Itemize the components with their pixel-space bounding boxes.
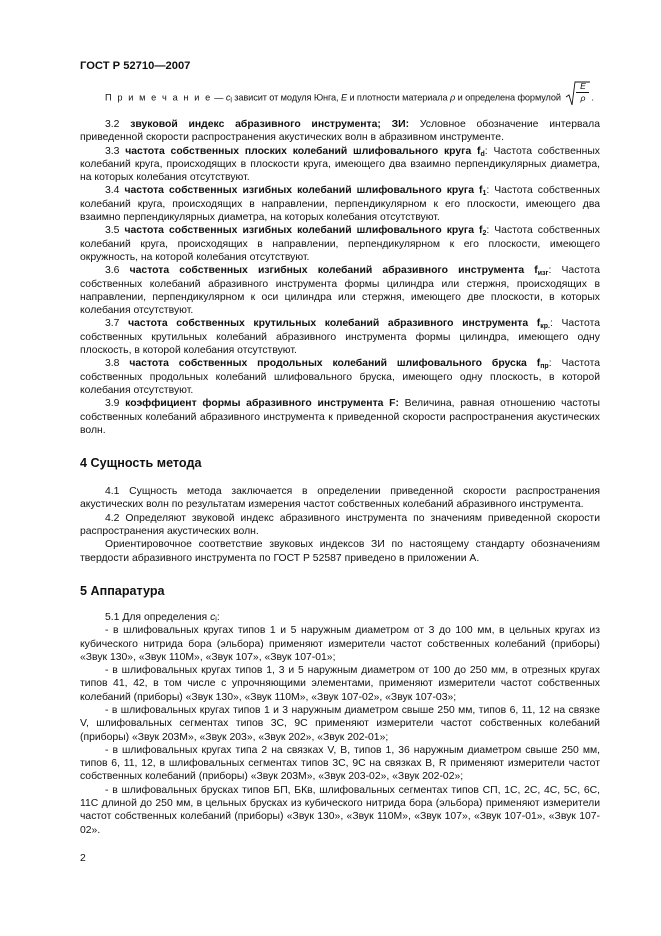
paragraph: 4.1 Сущность метода заключается в определении приведенной скорости распространения акустических волн по результатам измерения частот собственных колебаний абразивного инструмента. (80, 486, 600, 511)
definition-3-7 (80, 317, 600, 357)
list-item: - в шлифовальных кругах типов 1, 3 и 5 наружным диаметром от 100 до 250 мм, в отрезных кругах типов 41, 42, в том числе с упрочняющими элементами, применяют измерители частот собственных колебаний (приборы) «Звук 130», «Звук 110М», «Звук 107-02», «Звук 107-03»; (80, 665, 600, 703)
intro-var: c (210, 611, 216, 623)
intro-text: 5.1 Для определения (105, 611, 211, 623)
definition-number: 3.9 (105, 398, 120, 410)
definition-term: частота собственных продольных колебаний шлифовального бруска f (129, 358, 541, 370)
note-var-cl: c (225, 92, 231, 103)
note-var-rho: ρ (449, 92, 456, 103)
definition-number: 3.6 (105, 265, 120, 277)
paragraph: Ориентировочное соответствие звуковых индексов ЗИ по настоящему стандарту обозначениям твердости абразивного инструмента по ГОСТ Р 52587 приведено в приложении А. (80, 539, 600, 564)
list-item: - в шлифовальных кругах типов 1 и 3 наружным диаметром свыше 250 мм, типов 6, 11, 12 на связке V, шлифовальных сегментах типов 3С, 9С применяют измерители частот собственных колебаний (приборы) «Звук 203М», «Звук 203», «Звук 202», «Звук 202-01»; (80, 704, 600, 743)
note-var-e: E (340, 92, 347, 103)
section-3-definitions (80, 118, 600, 437)
note-text: зависит от модуля Юнга, (231, 92, 341, 103)
definition-3-4 (80, 184, 600, 224)
paragraph: 4.2 Определяют звуковой индекс абразивного инструмента по значениям приведенной скорости распространения акустических волн. (80, 512, 600, 538)
definition-term-sub: кр. (540, 323, 550, 331)
definition-number: 3.2 (105, 119, 120, 130)
note-text: — (211, 92, 226, 103)
list-item: - в шлифовальных брусках типов БП, БКв, шлифовальных сегментах типов СП, 1С, 2С, 4С, 5С, 6С, 11С длиной до 250 мм, в цельных брусках из кубического нитрида бора (эльбора) применяют измерители частот собственных колебаний (приборы) «Звук 130», «Звук 110М», «Звук 107», «Звук 107-01», «Звук 107-02». (80, 784, 600, 836)
definition-number: 3.5 (105, 225, 120, 237)
list-item: - в шлифовальных кругах типов 1 и 5 наружным диаметром от 3 до 100 мм, в цельных кругах из кубического нитрида бора (эльбора) применяют измерители частот собственных колебаний (приборы) «Звук 130», «Звук 110М», «Звук 107», «Звук 107-01»; (80, 625, 600, 663)
section-5-title: 5 Аппаратура (80, 583, 165, 598)
definition-3-9 (80, 397, 600, 437)
list-item: - в шлифовальных кругах типа 2 на связках V, B, типов 1, 36 наружным диаметром свыше 250 мм, типов 6, 11, 12, в шлифовальных сегментах типов 3С, 9С на связках B, R применяют измерители частот собственных колебаний (приборы) «Звук 203М», «Звук 203-02», «Звук 202-02»; (80, 744, 600, 783)
sqrt-formula (565, 81, 594, 107)
definition-term-sub: 2 (482, 230, 487, 238)
definition-term: частота собственных крутильных колебаний абразивного инструмента f (128, 318, 541, 330)
definition-term-sub: изг (537, 270, 549, 278)
note (80, 81, 600, 107)
definition-3-2 (80, 118, 600, 145)
definition-term: частота собственных изгибных колебаний шлифовального круга f (124, 225, 483, 237)
formula-fraction (576, 81, 589, 104)
note-var-cl-sub: l (230, 97, 232, 105)
note-text: и определена формулой (455, 92, 564, 103)
note-text: и плотности материала (347, 92, 450, 103)
page-content (80, 81, 600, 837)
definition-3-8 (80, 357, 600, 397)
definition-term: частота собственных изгибных колебаний абразивного инструмента f (129, 265, 538, 277)
definition-3-5 (80, 224, 600, 264)
definition-term: частота собственных плоских колебаний шлифовального круга f (125, 145, 481, 157)
note-label: П р и м е ч а н и е (105, 92, 212, 103)
definition-number: 3.8 (105, 358, 120, 370)
definition-text: : Частота собственных колебаний круга, происходящих в плоскости круга, имеющего два взаимно перпендикулярных диаметра, на которых колебания отсутствуют. (80, 145, 600, 184)
definition-number: 3.3 (105, 145, 120, 157)
document-code: ГОСТ Р 52710—2007 (80, 60, 191, 72)
definition-text: : Частота собственных крутильных колебаний абразивного инструмента формы цилиндра, имеющего одну плоскость, в которой колебания отсутствуют. (80, 318, 600, 357)
definition-term-sub: пр (540, 363, 549, 371)
formula-numerator: E (580, 81, 586, 91)
definition-term-sub: d (480, 150, 485, 158)
definition-term-sub: 1 (482, 190, 487, 198)
intro-var-sub: l (215, 616, 217, 624)
definition-3-3 (80, 145, 600, 185)
definition-text: Условное обозначение интервала приведенной скорости распространения акустических волн в абразивном инструменте. (80, 119, 600, 144)
definition-number: 3.4 (105, 185, 120, 197)
definition-text: : Частота собственных колебаний круга, происходящих в направлении, перпендикулярном к его плоскости, имеющего окружность, на которой колебания отсутствуют. (80, 225, 600, 263)
note-text: . (591, 92, 594, 103)
definition-term: звуковой индекс абразивного инструмента; ЗИ: (130, 119, 410, 130)
definition-text: : Частота собственных колебаний абразивного инструмента формы цилиндра или стержня, происходящих в направлении, перпендикулярном к оси цилиндра или стержня, имеющего две плоскости, в которых колебания отсутствуют. (80, 265, 600, 317)
definition-term: частота собственных изгибных колебаний шлифовального круга f (124, 185, 483, 197)
definition-3-6 (80, 264, 600, 317)
definition-number: 3.7 (105, 318, 120, 330)
definition-text: : Частота собственных колебаний круга, происходящих в направлении, перпендикулярном к его плоскости, имеющего два взаимно перпендикулярных диаметра, на которых колебания отсутствуют. (80, 185, 600, 224)
definition-text: : Частота собственных продольных колебаний шлифовального бруска, имеющего одну плоскость, в которой колебания отсутствуют. (80, 358, 600, 396)
page-number: 2 (80, 853, 86, 864)
formula-denominator: ρ (576, 92, 589, 104)
section-4-title: 4 Сущность метода (80, 456, 202, 471)
intro-end: : (216, 611, 220, 623)
definition-term: коэффициент формы абразивного инструмента F: (125, 398, 399, 410)
paragraph (80, 611, 600, 624)
definition-text: Величина, равная отношению частоты собственных колебаний абразивного инструмента к приведенной скорости распространения акустических волн. (80, 398, 600, 436)
